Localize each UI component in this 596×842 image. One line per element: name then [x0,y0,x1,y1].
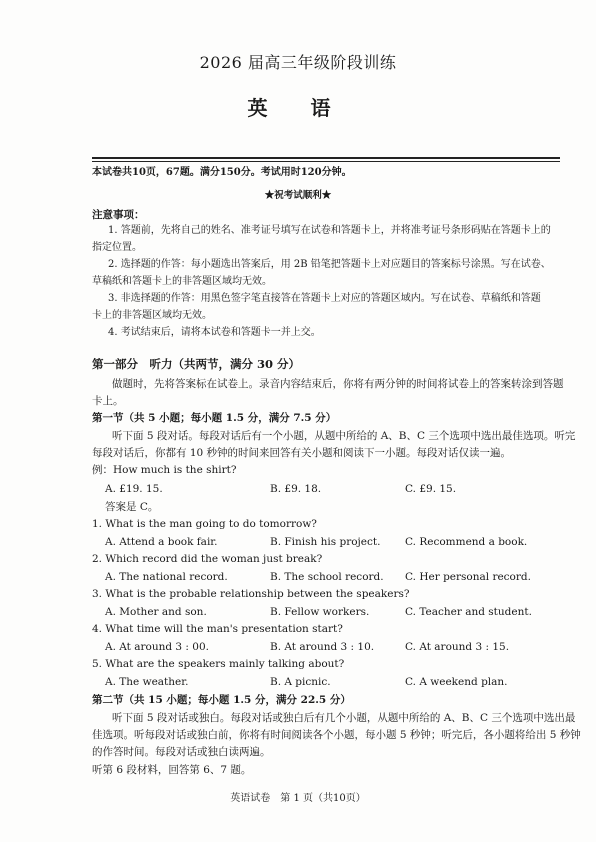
note-line: 草稿纸和答题卡上的非答题区域均无效。 [92,276,272,287]
header-rule-thin [92,161,560,162]
notes-heading: 注意事项： [92,209,145,221]
part1-instruction-cont: 卡上。 [92,395,124,407]
example-option-b: B. £9. 18. [270,483,322,495]
section1-instruction: 听下面 5 段对话。每段对话后有一个小题，从题中所给的 A、B、C 三个选项中选出最佳选项。听完 [112,430,576,442]
part1-heading: 第一部分 听力（共两节，满分 30 分） [92,357,301,371]
example-answer: 答案是 C。 [105,501,159,513]
question-4-option-a: A. At around 3 : 00. [105,641,209,653]
question-2: 2. Which record did the woman just break? [92,553,323,565]
example-option-a: A. £19. 15. [105,483,163,495]
note-line: 卡上的非答题区域均无效。 [92,310,212,321]
header-rule-thick [92,157,560,159]
section2-instruction-cont: 佳选项。听每段对话或独白前，你将有时间阅读各个小题，每小题 5 秒钟；听完后，各小题将给出 5 秒钟 [92,729,581,741]
question-1-option-b: B. Finish his project. [270,536,381,548]
question-2-option-c: C. Her personal record. [405,571,531,583]
exam-info: 本试卷共10页，67题。满分150分。考试用时120分钟。 [92,167,352,178]
subject-title: 英 语 [247,96,349,120]
question-3: 3. What is the probable relationship between the speakers? [92,588,410,600]
note-line: 指定位置。 [92,242,142,253]
question-5-option-b: B. A picnic. [270,676,331,688]
section2-heading: 第二节（共 15 小题；每小题 1.5 分，满分 22.5 分） [92,694,351,706]
material-6-note: 听第 6 段材料，回答第 6、7 题。 [92,764,252,776]
question-4-option-b: B. At around 3 : 10. [270,641,375,653]
question-1: 1. What is the man going to do tomorrow? [92,518,317,530]
question-2-option-b: B. The school record. [270,571,384,583]
question-4-option-c: C. At around 3 : 15. [405,641,510,653]
good-luck-note: ★祝考试顺利★ [264,190,332,201]
question-5-option-c: C. A weekend plan. [405,676,508,688]
section1-heading: 第一节（共 5 小题；每小题 1.5 分，满分 7.5 分） [92,412,337,424]
question-4: 4. What time will the man's presentation start? [92,623,343,635]
section2-instruction: 听下面 5 段对话或独白。每段对话或独白后有几个小题，从题中所给的 A、B、C 三个选项中选出最 [112,712,576,724]
part1-instruction: 做题时，先将答案标在试卷上。录音内容结束后，你将有两分钟的时间将试卷上的答案转涂到答题 [112,378,564,390]
question-2-option-a: A. The national record. [105,571,228,583]
question-3-option-a: A. Mother and son. [105,606,207,618]
question-1-option-c: C. Recommend a book. [405,536,528,548]
question-1-option-a: A. Attend a book fair. [105,536,218,548]
example-option-c: C. £9. 15. [405,483,457,495]
question-3-option-b: B. Fellow workers. [270,606,370,618]
note-line: 2. 选择题的作答：每小题选出答案后，用 2B 铅笔把答题卡上对应题目的答案标号涂黑。写在试卷、 [108,259,551,270]
note-line: 3. 非选择题的作答：用黑色签字笔直接答在答题卡上对应的答题区域内。写在试卷、草稿纸和答题 [108,293,541,304]
question-3-option-c: C. Teacher and student. [405,606,532,618]
section1-instruction-cont: 每段对话后，你都有 10 秒钟的时间来回答有关小题和阅读下一小题。每段对话仅读一遍。 [92,447,512,459]
exam-title: 2026 届高三年级阶段训练 [199,53,397,72]
question-5: 5. What are the speakers mainly talking about? [92,658,345,670]
page-footer: 英语试卷 第 1 页（共10页） [230,793,366,804]
question-5-option-a: A. The weather. [105,676,189,688]
note-line: 4. 考试结束后，请将本试卷和答题卡一并上交。 [108,327,321,338]
example-question: 例：How much is the shirt? [92,464,237,476]
note-line: 1. 答题前，先将自己的姓名、准考证号填写在试卷和答题卡上，并将准考证号条形码贴在答题卡上的 [108,225,551,236]
section2-instruction-end: 的作答时间。每段对话或独白读两遍。 [92,746,271,758]
